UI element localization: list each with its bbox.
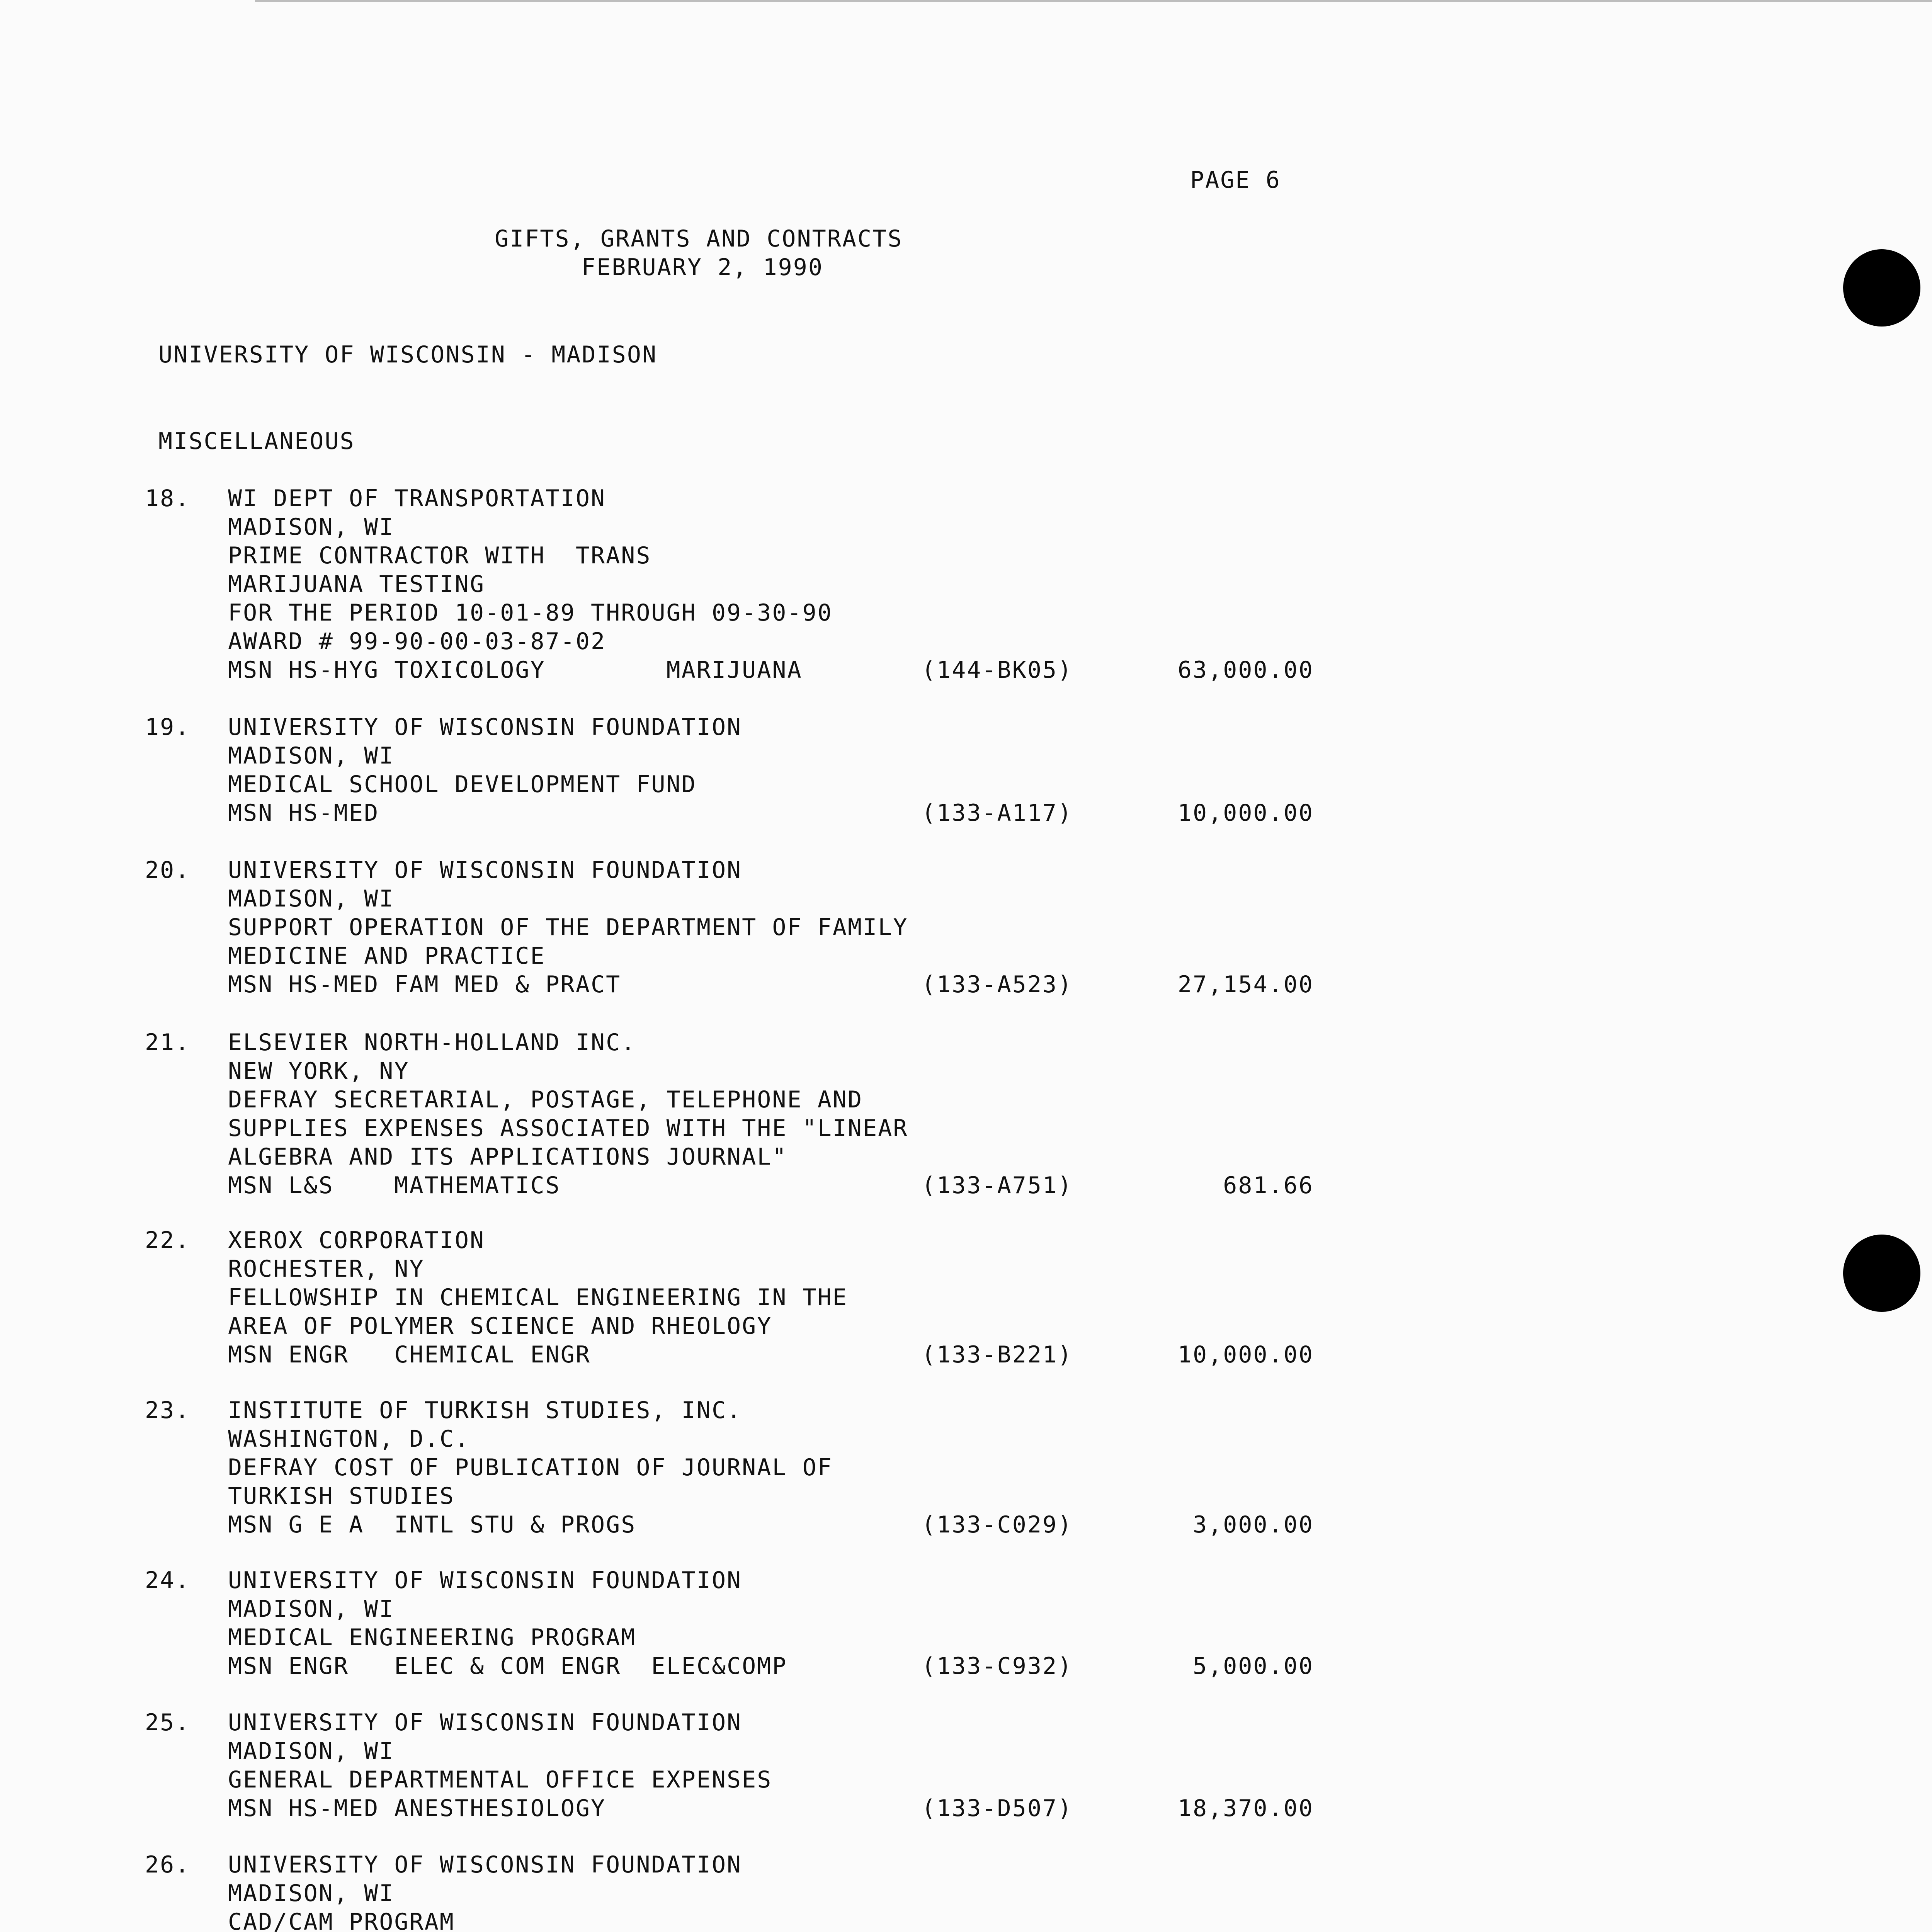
entry-purpose-line: AWARD # 99-90-00-03-87-02 (228, 628, 606, 655)
entry-number: 19. (145, 714, 190, 741)
entry-location: WASHINGTON, D.C. (228, 1425, 470, 1452)
entry-department: MSN L&S MATHEMATICS (228, 1172, 561, 1199)
entry-purpose-line: ALGEBRA AND ITS APPLICATIONS JOURNAL" (228, 1143, 787, 1170)
entry-location: MADISON, WI (228, 514, 395, 541)
document-title: GIFTS, GRANTS AND CONTRACTS (495, 225, 903, 252)
entry-purpose-line: PRIME CONTRACTOR WITH TRANS (228, 542, 651, 569)
top-edge-rule (255, 0, 1932, 2)
entry-amount: 10,000.00 (1177, 799, 1314, 827)
entry-purpose-line: FELLOWSHIP IN CHEMICAL ENGINEERING IN THE (228, 1284, 848, 1311)
entry-account-code: (133-A117) (922, 799, 1073, 827)
entry-location: NEW YORK, NY (228, 1058, 410, 1085)
entry-amount: 10,000.00 (1177, 1341, 1314, 1368)
entry-number: 22. (145, 1227, 190, 1254)
entry-sponsor: UNIVERSITY OF WISCONSIN FOUNDATION (228, 1851, 742, 1878)
institution-heading: UNIVERSITY OF WISCONSIN - MADISON (158, 341, 658, 368)
entry-account-code: (133-C932) (922, 1653, 1073, 1680)
entry-account-code: (144-BK05) (922, 656, 1073, 684)
entry-sponsor: WI DEPT OF TRANSPORTATION (228, 485, 606, 512)
section-heading: MISCELLANEOUS (158, 428, 355, 455)
entry-number: 25. (145, 1709, 190, 1736)
entry-location: MADISON, WI (228, 885, 395, 912)
entry-number: 23. (145, 1397, 190, 1424)
entry-purpose-line: MARIJUANA TESTING (228, 571, 485, 598)
entry-location: MADISON, WI (228, 742, 395, 769)
entry-department: MSN HS-MED FAM MED & PRACT (228, 971, 621, 998)
page-number: PAGE 6 (1190, 167, 1281, 194)
entry-account-code: (133-D507) (922, 1795, 1073, 1822)
punch-hole (1843, 1235, 1920, 1312)
entry-location: MADISON, WI (228, 1738, 395, 1765)
entry-sponsor: ELSEVIER NORTH-HOLLAND INC. (228, 1029, 636, 1056)
entry-purpose-line: GENERAL DEPARTMENTAL OFFICE EXPENSES (228, 1766, 772, 1793)
entry-purpose-line: MEDICINE AND PRACTICE (228, 942, 546, 969)
entry-purpose-line: DEFRAY COST OF PUBLICATION OF JOURNAL OF (228, 1454, 833, 1481)
punch-hole (1843, 249, 1920, 327)
entry-department: MSN G E A INTL STU & PROGS (228, 1511, 636, 1538)
entry-number: 20. (145, 857, 190, 884)
entry-sponsor: UNIVERSITY OF WISCONSIN FOUNDATION (228, 1709, 742, 1736)
entry-number: 26. (145, 1851, 190, 1878)
entry-number: 24. (145, 1567, 190, 1594)
entry-account-code: (133-A751) (922, 1172, 1073, 1199)
entry-location: MADISON, WI (228, 1595, 395, 1622)
entry-sponsor: UNIVERSITY OF WISCONSIN FOUNDATION (228, 857, 742, 884)
entry-purpose-line: CAD/CAM PROGRAM (228, 1908, 455, 1932)
entry-purpose-line: TURKISH STUDIES (228, 1483, 455, 1510)
entry-amount: 18,370.00 (1177, 1795, 1314, 1822)
entry-department: MSN ENGR CHEMICAL ENGR (228, 1341, 591, 1368)
entry-amount: 3,000.00 (1193, 1511, 1314, 1538)
entry-sponsor: UNIVERSITY OF WISCONSIN FOUNDATION (228, 714, 742, 741)
entry-number: 21. (145, 1029, 190, 1056)
entry-department: MSN HS-HYG TOXICOLOGY MARIJUANA (228, 656, 803, 684)
entry-amount: 5,000.00 (1193, 1653, 1314, 1680)
entry-purpose-line: MEDICAL SCHOOL DEVELOPMENT FUND (228, 771, 697, 798)
entry-account-code: (133-B221) (922, 1341, 1073, 1368)
entry-purpose-line: DEFRAY SECRETARIAL, POSTAGE, TELEPHONE AND (228, 1086, 863, 1113)
entry-purpose-line: FOR THE PERIOD 10-01-89 THROUGH 09-30-90 (228, 599, 833, 626)
entry-location: ROCHESTER, NY (228, 1255, 425, 1282)
document-date: FEBRUARY 2, 1990 (582, 254, 823, 281)
entry-number: 18. (145, 485, 190, 512)
entry-purpose-line: SUPPORT OPERATION OF THE DEPARTMENT OF FAMILY (228, 914, 908, 941)
entry-sponsor: INSTITUTE OF TURKISH STUDIES, INC. (228, 1397, 742, 1424)
entry-amount: 27,154.00 (1177, 971, 1314, 998)
entry-location: MADISON, WI (228, 1880, 395, 1907)
entry-department: MSN HS-MED ANESTHESIOLOGY (228, 1795, 606, 1822)
entry-amount: 681.66 (1223, 1172, 1314, 1199)
entry-amount: 63,000.00 (1177, 656, 1314, 684)
entry-department: MSN HS-MED (228, 799, 379, 827)
entry-department: MSN ENGR ELEC & COM ENGR ELEC&COMP (228, 1653, 787, 1680)
entry-account-code: (133-C029) (922, 1511, 1073, 1538)
entry-sponsor: UNIVERSITY OF WISCONSIN FOUNDATION (228, 1567, 742, 1594)
entry-purpose-line: MEDICAL ENGINEERING PROGRAM (228, 1624, 636, 1651)
entry-sponsor: XEROX CORPORATION (228, 1227, 485, 1254)
entry-purpose-line: AREA OF POLYMER SCIENCE AND RHEOLOGY (228, 1313, 772, 1340)
entry-purpose-line: SUPPLIES EXPENSES ASSOCIATED WITH THE "LINEAR (228, 1115, 908, 1142)
entry-account-code: (133-A523) (922, 971, 1073, 998)
